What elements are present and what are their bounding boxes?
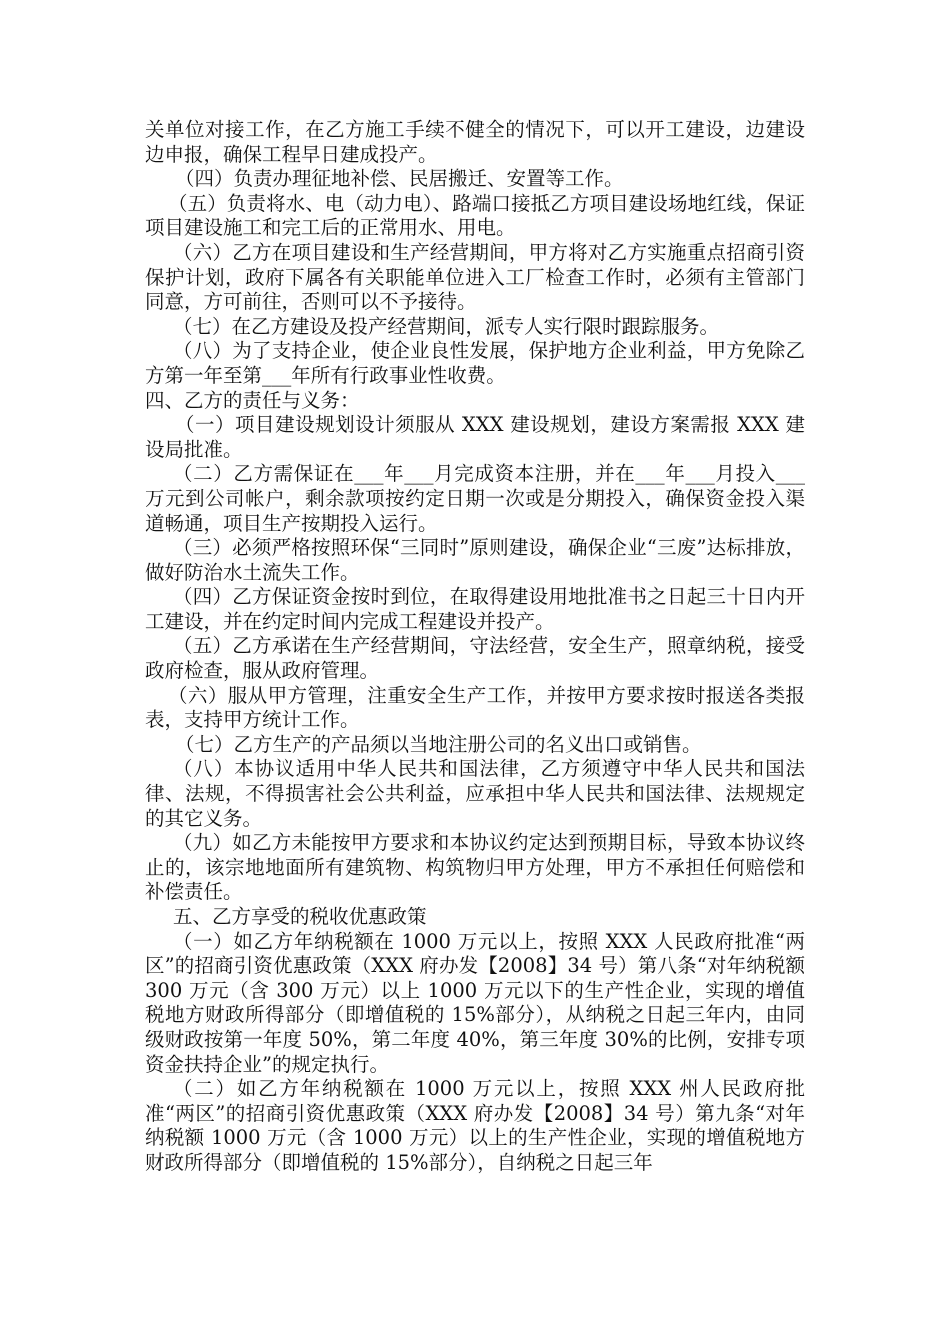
paragraph: 五、乙方享受的税收优惠政策: [173, 905, 427, 928]
paragraph: （四）负责办理征地补偿、民居搬迁、安置等工作。: [175, 167, 624, 191]
paragraph: （六）乙方在项目建设和生产经营期间，甲方将对乙方实施重点招商引资保护计划，政府下属各有关职能单位进入工厂检查工作时，必须有主管部门同意，方可前往，否则可以不予接待。: [145, 240, 805, 314]
paragraph: （九）如乙方未能按甲方要求和本协议约定达到预期目标，导致本协议终止的，该宗地地面所有建筑物、构筑物归甲方处理，甲方不承担任何赔偿和补偿责任。: [145, 831, 805, 904]
paragraph: （二）如乙方年纳税额在 1000 万元以上，按照 XXX 州人民政府批准“两区”的招商引资优惠政策（XXX 府办发【2008】34 号）第九条“对年纳税额 1000 万元（含 1000 万元）以上的生产性企业，实现的增值税地方财政所得部分（即增值税的 15%部分），自纳税之日起三年: [145, 1077, 805, 1174]
paragraph: （五）乙方承诺在生产经营期间，守法经营，安全生产，照章纳税，接受政府检查，服从政府管理。: [145, 634, 805, 683]
paragraph: （四）乙方保证资金按时到位，在取得建设用地批准书之日起三十日内开工建设，并在约定时间内完成工程建设并投产。: [145, 585, 805, 633]
document-body: [145, 118, 805, 1176]
paragraph: （八）为了支持企业，使企业良性发展，保护地方企业利益，甲方免除乙方第一年至第___年所有行政事业性收费。: [145, 339, 805, 387]
paragraph: （一）如乙方年纳税额在 1000 万元以上，按照 XXX 人民政府批准“两区”的招商引资优惠政策（XXX 府办发【2008】34 号）第八条“对年纳税额 300 万元（含 300 万元）以上 1000 万元以下的生产性企业，实现的增值税地方财政所得部分（即增值税的 15%部分），从纳税之日起三年内，由同级财政按第一年度 50%，第二年度 40%，第三年度 30%的比例，安排专项资金扶持企业”的规定执行。: [145, 929, 805, 1076]
paragraph: （八）本协议适用中华人民共和国法律，乙方须遵守中华人民共和国法律、法规，不得损害社会公共利益，应承担中华人民共和国法律、法规规定的其它义务。: [145, 757, 805, 830]
paragraph: 关单位对接工作，在乙方施工手续不健全的情况下，可以开工建设，边建设边申报，确保工程早日建成投产。: [145, 118, 805, 166]
paragraph: （五）负责将水、电（动力电）、路端口接抵乙方项目建设场地红线，保证项目建设施工和完工后的正常用水、用电。: [145, 191, 805, 240]
paragraph: （七）乙方生产的产品须以当地注册公司的名义出口或销售。: [175, 732, 702, 756]
paragraph: （二）乙方需保证在___年___月完成资本注册，并在___年___月投入___万元到公司帐户，剩余款项按约定日期一次或是分期投入，确保资金投入渠道畅通，项目生产按期投入运行。: [145, 462, 805, 535]
paragraph: （六）服从甲方管理，注重安全生产工作，并按甲方要求按时报送各类报表，支持甲方统计工作。: [145, 683, 805, 732]
paragraph: 四、乙方的责任与义务：: [145, 388, 360, 412]
paragraph: （一）项目建设规划设计须服从 XXX 建设规划，建设方案需报 XXX 建设局批准。: [145, 413, 805, 461]
paragraph: （三）必须严格按照环保“三同时”原则建设，确保企业“三废”达标排放，做好防治水土流失工作。: [145, 536, 805, 584]
paragraph: （七）在乙方建设及投产经营期间，派专人实行限时跟踪服务。: [173, 314, 720, 338]
